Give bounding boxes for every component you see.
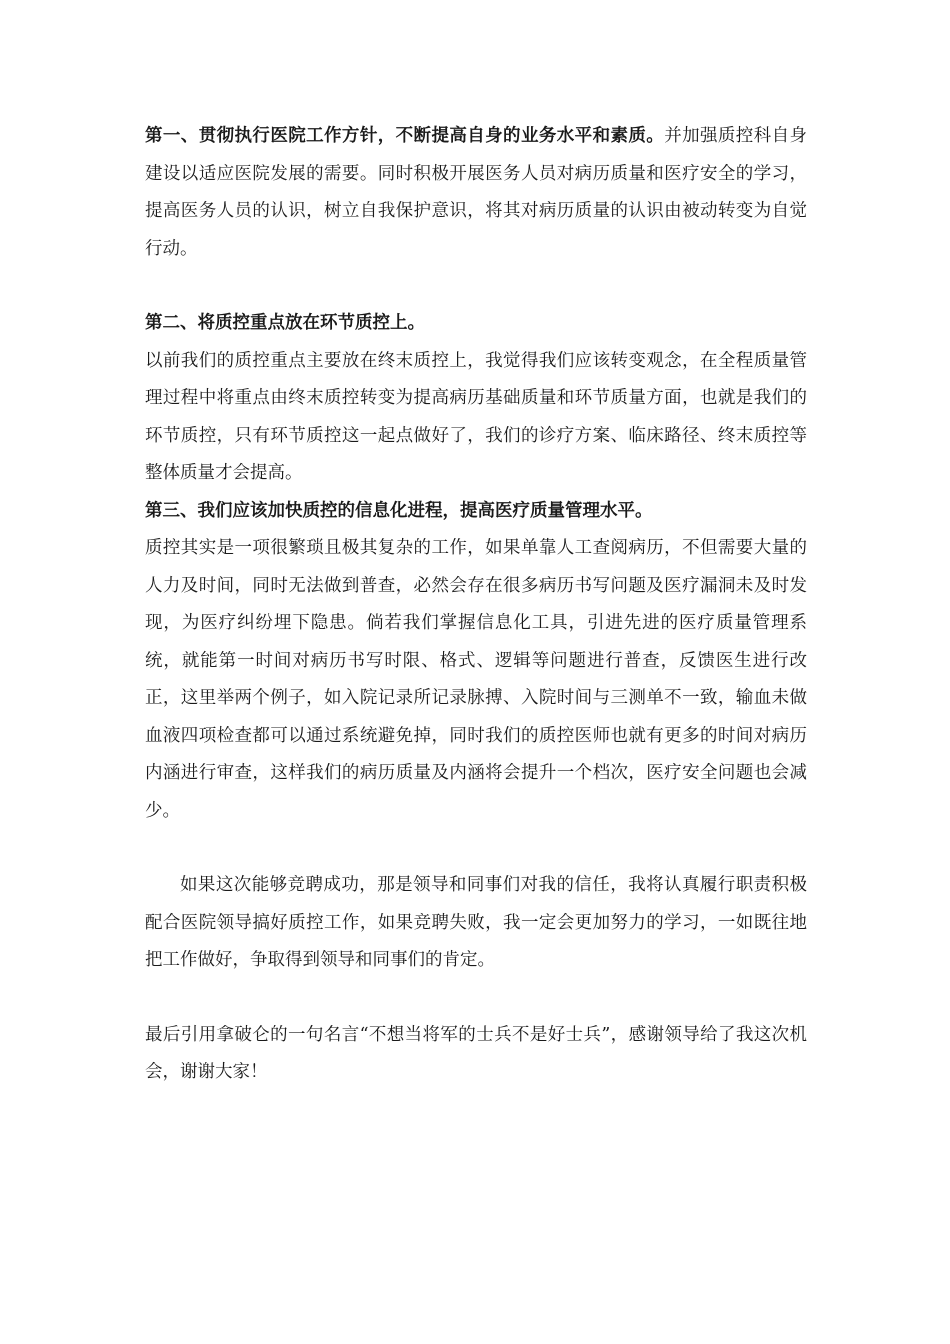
section1-paragraph xyxy=(145,118,807,268)
closing-commitment: 如果这次能够竞聘成功，那是领导和同事们对我的信任，我将认真履行职责积极配合医院领导搞好质控工作，如果竞聘失败，我一定会更加努力的学习，一如既往地把工作做好，争取得到领导和同事们的肯定。 xyxy=(145,875,807,970)
document-page xyxy=(145,118,807,1092)
section2-heading: 第二、将质控重点放在环节质控上。 xyxy=(145,313,425,333)
section3-body: 质控其实是一项很繁琐且极其复杂的工作，如果单靠人工查阅病历，不但需要大量的人力及时间，同时无法做到普查，必然会存在很多病历书写问题及医疗漏洞未及时发现，为医疗纠纷埋下隐患。倘若我们掌握信息化工具，引进先进的医疗质量管理系统，就能第一时间对病历书写时限、格式、逻辑等问题进行普查，反馈医生进行改正，这里举两个例子，如入院记录所记录脉搏、入院时间与三测单不一致，输血未做血液四项检查都可以通过系统避免掉，同时我们的质控医师也就有更多的时间对病历内涵进行审查，这样我们的病历质量及内涵将会提升一个档次，医疗安全问题也会减少。 xyxy=(145,538,807,821)
section1-heading: 第一、贯彻执行医院工作方针，不断提高自身的业务水平和素质。 xyxy=(145,126,665,146)
section3-heading: 第三、我们应该加快质控的信息化进程，提高医疗质量管理水平。 xyxy=(145,500,653,521)
section1-body: 并加强质控科自身建设以适应医院发展的需要。同时积极开展医务人员对病历质量和医疗安全的学习，提高医务人员的认识，树立自我保护意识，将其对病历质量的认识由被动转变为自觉行动。 xyxy=(145,126,808,259)
closing-quote: 最后引用拿破仑的一句名言“不想当将军的士兵不是好士兵”，感谢领导给了我这次机会，谢谢大家！ xyxy=(145,1024,807,1082)
section2-body: 以前我们的质控重点主要放在终末质控上，我觉得我们应该转变观念，在全程质量管理过程中将重点由终末质控转变为提高病历基础质量和环节质量方面，也就是我们的环节质控，只有环节质控这一起点做好了，我们的诊疗方案、临床路径、终末质控等整体质量才会提高。 xyxy=(145,350,807,483)
